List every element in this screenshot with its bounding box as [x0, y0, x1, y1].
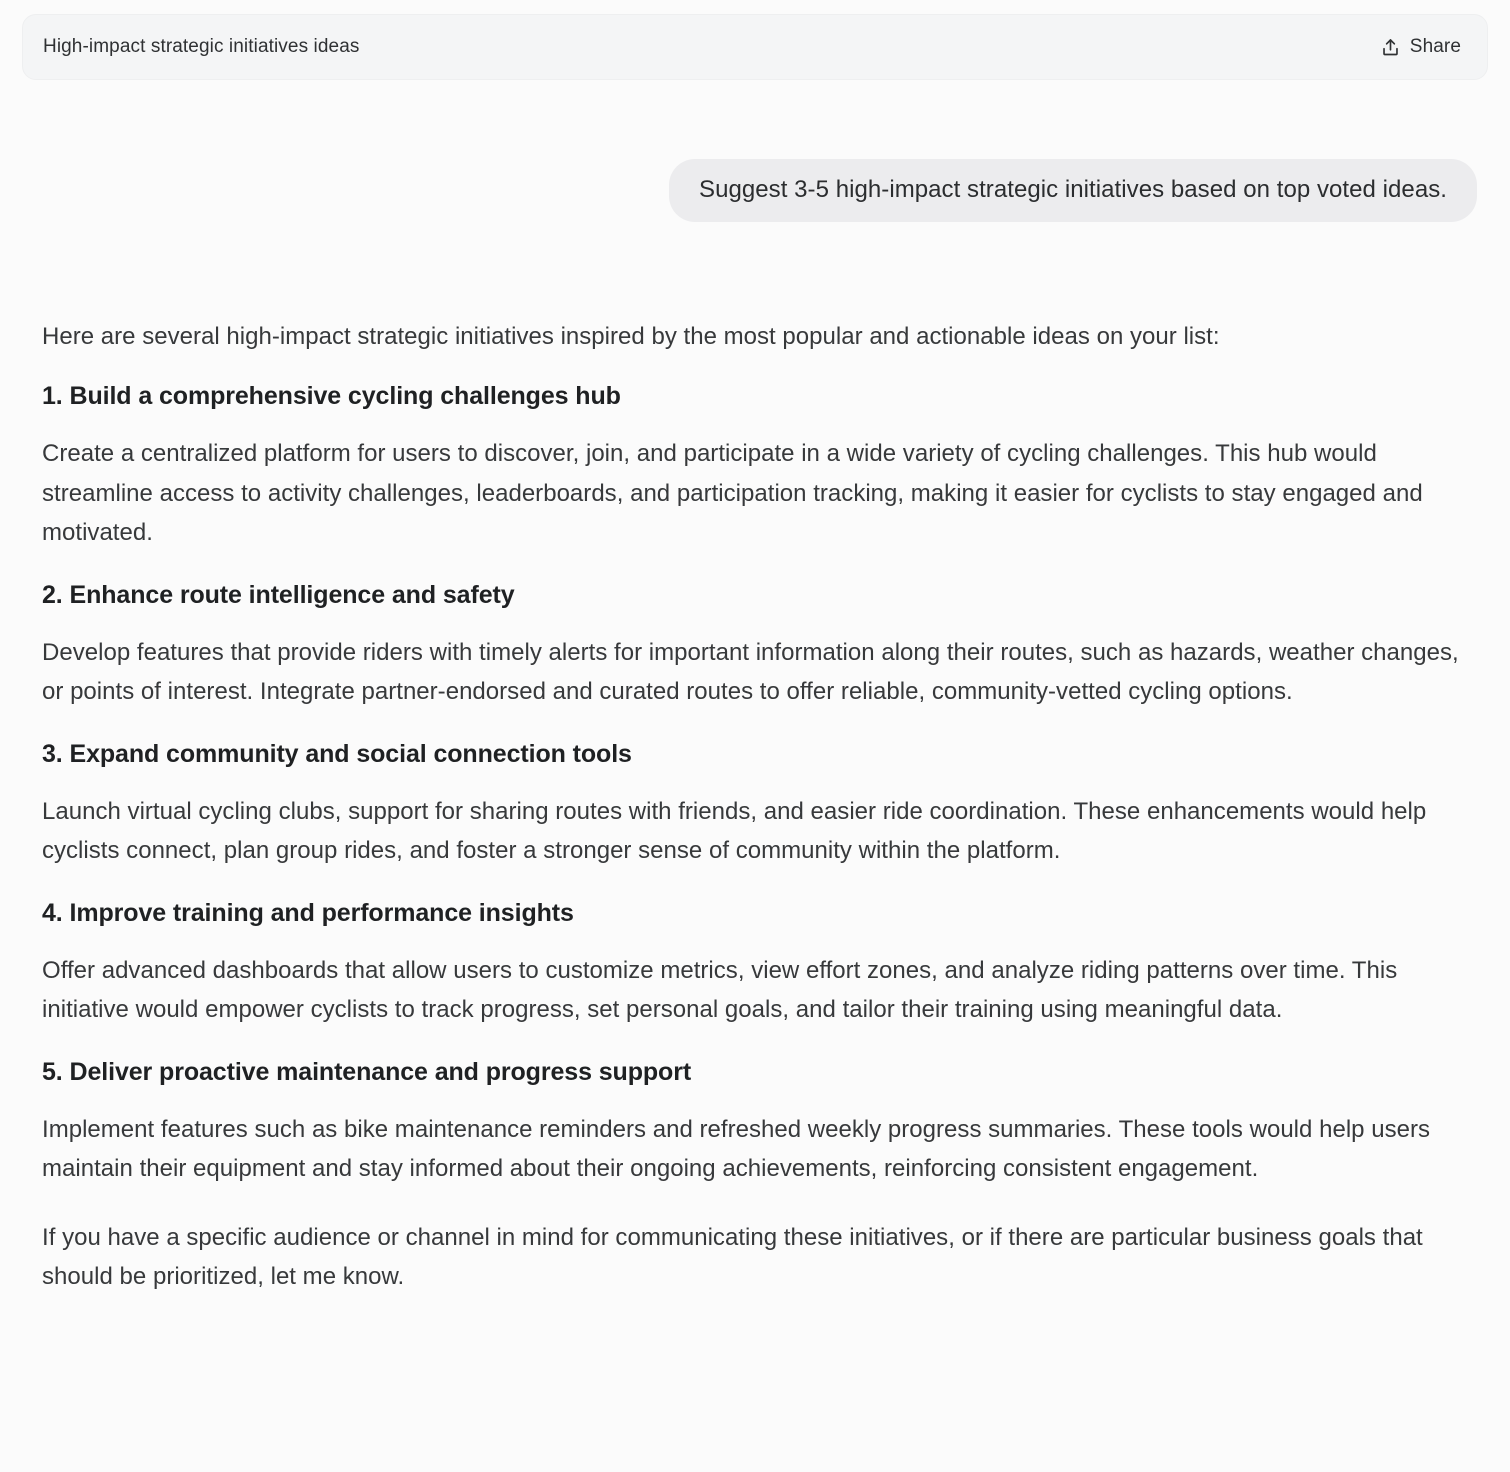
- assistant-intro-paragraph: Here are several high-impact strategic initiatives inspired by the most popular and actionable ideas on your list:: [42, 323, 1220, 350]
- initiative-section-1: [42, 380, 1466, 553]
- user-message-text: Suggest 3-5 high-impact strategic initiatives based on top voted ideas.: [699, 176, 1447, 203]
- initiative-body: Develop features that provide riders with timely alerts for important information along their routes, such as hazards, weather changes, or points of interest. Integrate partner-endorsed and curated routes to offer reliable, community-vetted cycling options.: [42, 638, 1459, 705]
- initiative-heading: 3. Expand community and social connection tools: [42, 739, 632, 768]
- initiative-section-3: [42, 738, 1466, 871]
- initiative-body: Offer advanced dashboards that allow users to customize metrics, view effort zones, and analyze riding patterns over time. This initiative would empower cyclists to track progress, set personal goals, and tailor their training using meaningful data.: [42, 956, 1398, 1023]
- initiative-heading: 2. Enhance route intelligence and safety: [42, 580, 515, 609]
- initiative-heading: 4. Improve training and performance insights: [42, 898, 574, 927]
- initiative-section-2: [42, 579, 1466, 712]
- user-message-bubble: [669, 159, 1477, 222]
- share-button[interactable]: [1376, 30, 1465, 64]
- initiative-heading: 5. Deliver proactive maintenance and progress support: [42, 1057, 692, 1086]
- share-button-label: Share: [1409, 36, 1461, 57]
- page-title: High-impact strategic initiatives ideas: [43, 36, 360, 57]
- assistant-message: [42, 320, 1466, 1297]
- share-upload-icon: [1380, 37, 1401, 58]
- initiative-section-4: [42, 897, 1466, 1030]
- initiative-heading: 1. Build a comprehensive cycling challenges hub: [42, 382, 621, 410]
- initiative-body: Implement features such as bike maintenance reminders and refreshed weekly progress summaries. These tools would help users maintain their equipment and stay informed about their ongoing achievements, reinforcing consistent engagement.: [42, 1115, 1431, 1182]
- initiative-section-5: [42, 1056, 1466, 1189]
- initiative-body: Launch virtual cycling clubs, support for sharing routes with friends, and easier ride coordination. These enhancements would help cyclists connect, plan group rides, and foster a stronger sense of community within the platform.: [42, 797, 1427, 864]
- chat-transcript: [0, 80, 1510, 1472]
- initiative-body: Create a centralized platform for users to discover, join, and participate in a wide variety of cycling challenges. This hub would streamline access to activity challenges, leaderboards, and participation tracking, making it easier for cyclists to stay engaged and motivated.: [42, 440, 1423, 546]
- assistant-closing-paragraph: If you have a specific audience or channel in mind for communicating these initiatives, or if there are particular business goals that should be prioritized, let me know.: [42, 1223, 1423, 1290]
- user-message-row: [0, 159, 1510, 222]
- conversation-header-bar: [22, 14, 1488, 80]
